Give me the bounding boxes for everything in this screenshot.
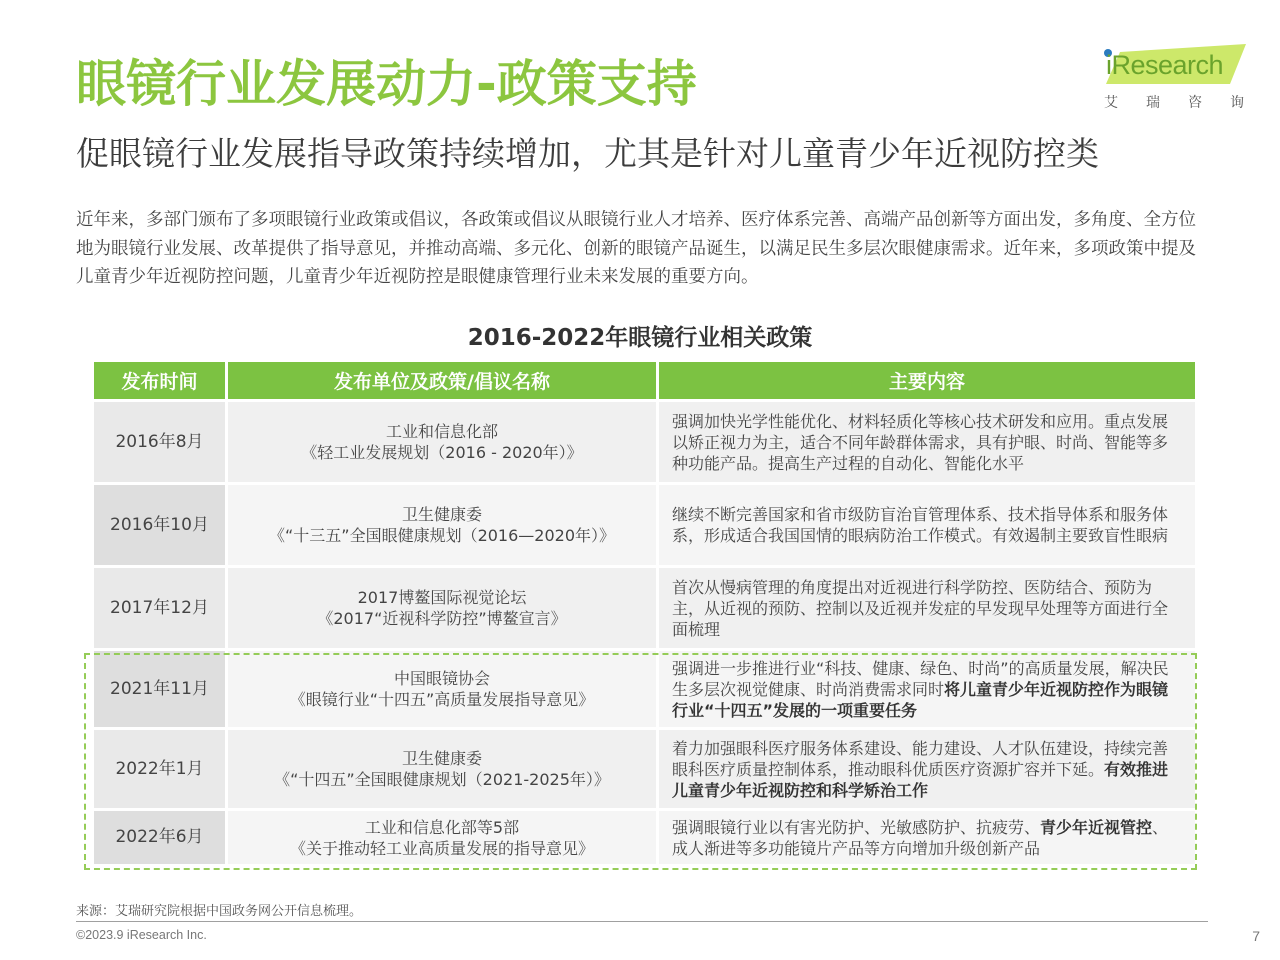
policy-table	[91, 359, 1198, 867]
row-content	[659, 485, 1195, 565]
copyright: ©2023.9 iResearch Inc.	[76, 928, 207, 942]
logo-cn-char: 询	[1230, 95, 1244, 111]
table-row	[94, 730, 1195, 808]
row-date: 2016年10月	[94, 485, 225, 565]
header-issuer: 发布单位及政策/倡议名称	[228, 362, 656, 399]
row-issuer: 工业和信息化部	[385, 422, 498, 441]
logo-cn-char: 咨	[1188, 95, 1202, 111]
table-title: 2016-2022年眼镜行业相关政策	[467, 325, 813, 351]
row-policy: 《关于推动轻工业高质量发展的指导意见》	[289, 838, 594, 858]
table-row	[94, 568, 1195, 648]
row-date: 2021年11月	[94, 651, 225, 727]
row-issuer: 卫生健康委	[401, 505, 482, 524]
row-issuer-cell	[228, 730, 656, 808]
row-date: 2016年8月	[94, 402, 225, 482]
row-content-text: 强调进一步推进行业“科技、健康、绿色、时尚”的高质量发展，解决民生多层次视觉健康、时尚消费需求同时	[672, 658, 1169, 699]
row-policy: 《2017“近视科学防控”博鳌宣言》	[317, 609, 567, 628]
page-title: 眼镜行业发展动力-政策支持	[76, 55, 697, 113]
table-row	[94, 651, 1195, 727]
row-date: 2022年6月	[94, 811, 225, 864]
row-content-highlight: 有效推进儿童青少年近视防控和科学矫治工作	[672, 759, 1169, 800]
row-issuer: 工业和信息化部等5部	[364, 817, 520, 837]
row-issuer-cell	[228, 485, 656, 565]
row-content-text: 强调加快光学性能优化、材料轻质化等核心技术研发和应用。重点发展以矫正视力为主，适合不同年龄群体需求，具有护眼、时尚、智能等多种功能产品。提高生产过程的自动化、智能化水平	[672, 411, 1169, 473]
row-content	[659, 402, 1195, 482]
row-policy: 《“十三五”全国眼健康规划（2016—2020年）》	[268, 526, 616, 545]
row-issuer-cell	[228, 568, 656, 648]
row-content	[659, 811, 1195, 864]
header-content: 主要内容	[659, 362, 1195, 399]
row-content	[659, 730, 1195, 808]
row-issuer-cell	[228, 402, 656, 482]
header-date: 发布时间	[94, 362, 225, 399]
row-issuer: 2017博鳌国际视觉论坛	[357, 588, 527, 607]
row-content-highlight: 将儿童青少年近视防控作为眼镜行业“十四五”发展的一项重要任务	[672, 679, 1169, 720]
logo-cn-text	[1104, 92, 1244, 112]
iresearch-logo	[1098, 44, 1248, 114]
row-content-text: 继续不断完善国家和省市级防盲治盲管理体系、技术指导体系和服务体系，形成适合我国国情的眼病防治工作模式。有效遏制主要致盲性眼病	[672, 505, 1169, 545]
logo-cn-char: 瑞	[1146, 95, 1160, 111]
source-note: 来源：艾瑞研究院根据中国政务网公开信息梳理。	[76, 904, 363, 919]
row-content	[659, 568, 1195, 648]
row-issuer-cell	[228, 651, 656, 727]
intro-paragraph: 近年来，多部门颁布了多项眼镜行业政策或倡议，各政策或倡议从眼镜行业人才培养、医疗体系完善、高端产品创新等方面出发，多角度、全方位地为眼镜行业发展、改革提供了指导意见，并推动高端、多元化、创新的眼镜产品诞生，以满足民生多层次眼健康需求。近年来，多项政策中提及儿童青少年近视防控问题，儿童青少年近视防控是眼健康管理行业未来发展的重要方向。	[76, 210, 1196, 287]
row-content-text-after: 、成人渐进等多功能镜片产品等方向增加升级创新产品	[672, 817, 1169, 858]
page-number: 7	[1252, 928, 1260, 944]
row-content-text: 强调眼镜行业以有害光防护、光敏感防护、抗疲劳、	[672, 817, 1041, 837]
table-header-row	[94, 362, 1195, 399]
row-date: 2022年1月	[94, 730, 225, 808]
row-issuer-cell	[228, 811, 656, 864]
row-content-highlight: 青少年近视管控	[1040, 817, 1153, 837]
row-policy: 《眼镜行业“十四五”高质量发展指导意见》	[289, 690, 595, 709]
row-issuer: 中国眼镜协会	[393, 669, 490, 688]
table-row	[94, 402, 1195, 482]
row-content	[659, 651, 1195, 727]
footer-divider	[76, 921, 1208, 922]
logo-cn-char: 艾	[1104, 95, 1118, 111]
page-subtitle: 促眼镜行业发展指导政策持续增加，尤其是针对儿童青少年近视防控类	[76, 134, 1099, 173]
table-row	[94, 485, 1195, 565]
logo-brand-text: iResearch	[1106, 50, 1224, 80]
row-policy: 《轻工业发展规划（2016 - 2020年）》	[301, 443, 583, 462]
table-row	[94, 811, 1195, 864]
row-policy: 《“十四五”全国眼健康规划（2021-2025年）》	[274, 770, 610, 789]
row-content-text: 首次从慢病管理的角度提出对近视进行科学防控、医防结合、预防为主，从近视的预防、控制以及近视并发症的早发现早处理等方面进行全面梳理	[672, 577, 1169, 639]
row-issuer: 卫生健康委	[401, 749, 482, 768]
row-date: 2017年12月	[94, 568, 225, 648]
row-content-text: 着力加强眼科医疗服务体系建设、能力建设、人才队伍建设，持续完善眼科医疗质量控制体系，推动眼科优质医疗资源扩容并下延。	[672, 738, 1169, 779]
